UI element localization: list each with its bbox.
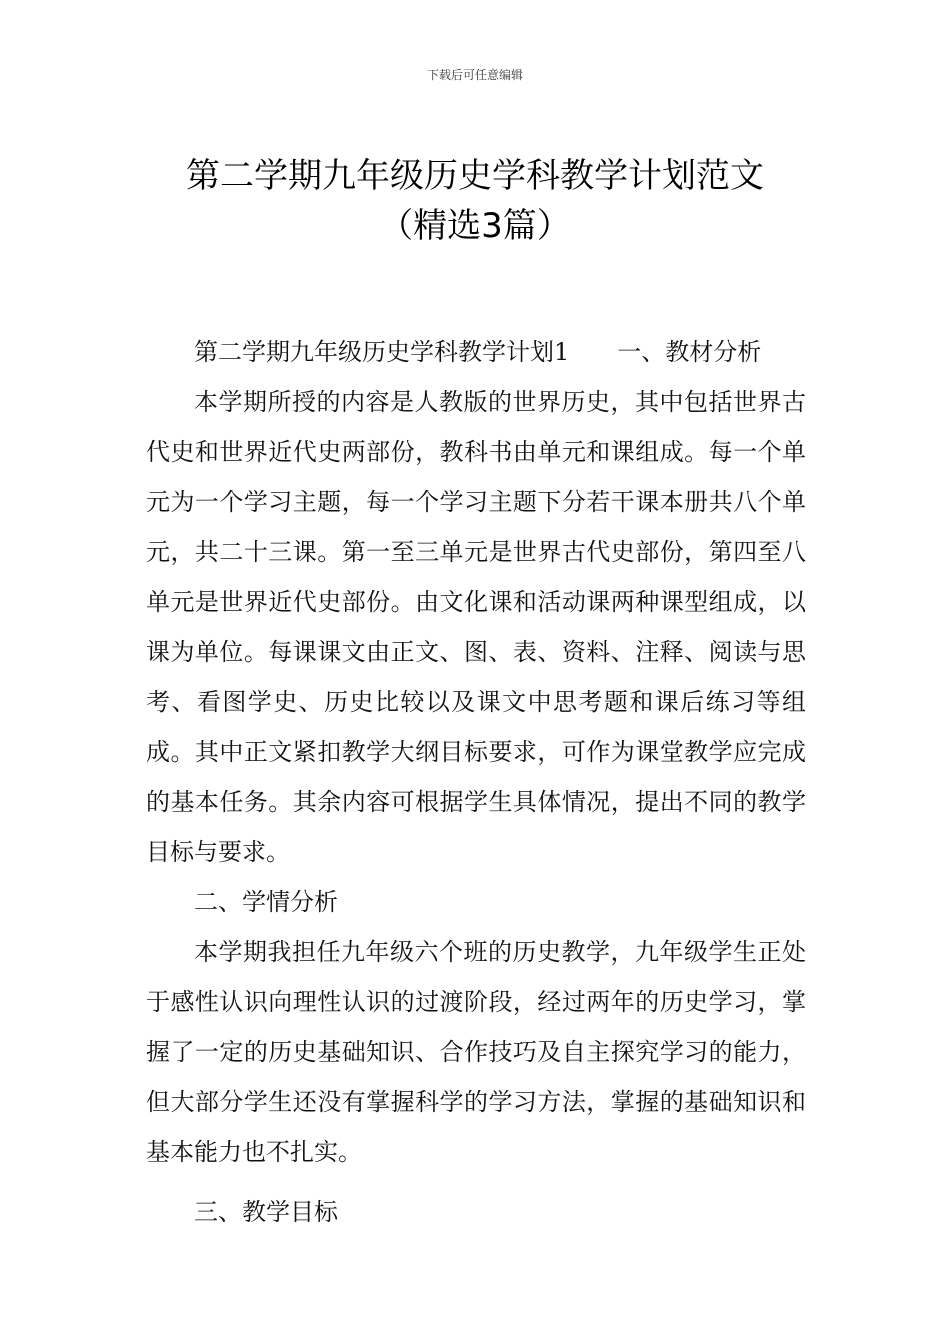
document-title [60,151,890,251]
section2-heading: 二、学情分析 [194,888,338,916]
section3-heading: 三、教学目标 [194,1198,338,1226]
plan-heading: 第二学期九年级历史学科教学计划1 [194,338,570,366]
title-line-2: （精选3篇） [379,205,571,246]
section2-paragraph: 本学期我担任九年级六个班的历史教学，九年级学生正处于感性认识向理性认识的过渡阶段，经过两年的历史学习，掌握了一定的历史基础知识、合作技巧及自主探究学习的能力，但大部分学生还没有掌握科学的学习方法，掌握的基础知识和基本能力也不扎实。 [146,938,806,1166]
document-body [146,327,806,1237]
intro-line [146,327,806,377]
title-line-1: 第二学期九年级历史学科教学计划范文 [186,155,764,196]
header-note: 下载后可任意编辑 [426,68,523,82]
section1-heading: 一、教材分析 [617,338,762,366]
section1-paragraph: 本学期所授的内容是人教版的世界历史，其中包括世界古代史和世界近代史两部份，教科书由单元和课组成。每一个单元为一个学习主题，每一个学习主题下分若干课本册共八个单元，共二十三课。第一至三单元是世界古代史部份，第四至八单元是世界近代史部份。由文化课和活动课两种课型组成，以课为单位。每课课文由正文、图、表、资料、注释、阅读与思考、看图学史、历史比较以及课文中思考题和课后练习等组成。其中正文紧扣教学大纲目标要求，可作为课堂教学应完成的基本任务。其余内容可根据学生具体情况，提出不同的教学目标与要求。 [146,388,806,866]
